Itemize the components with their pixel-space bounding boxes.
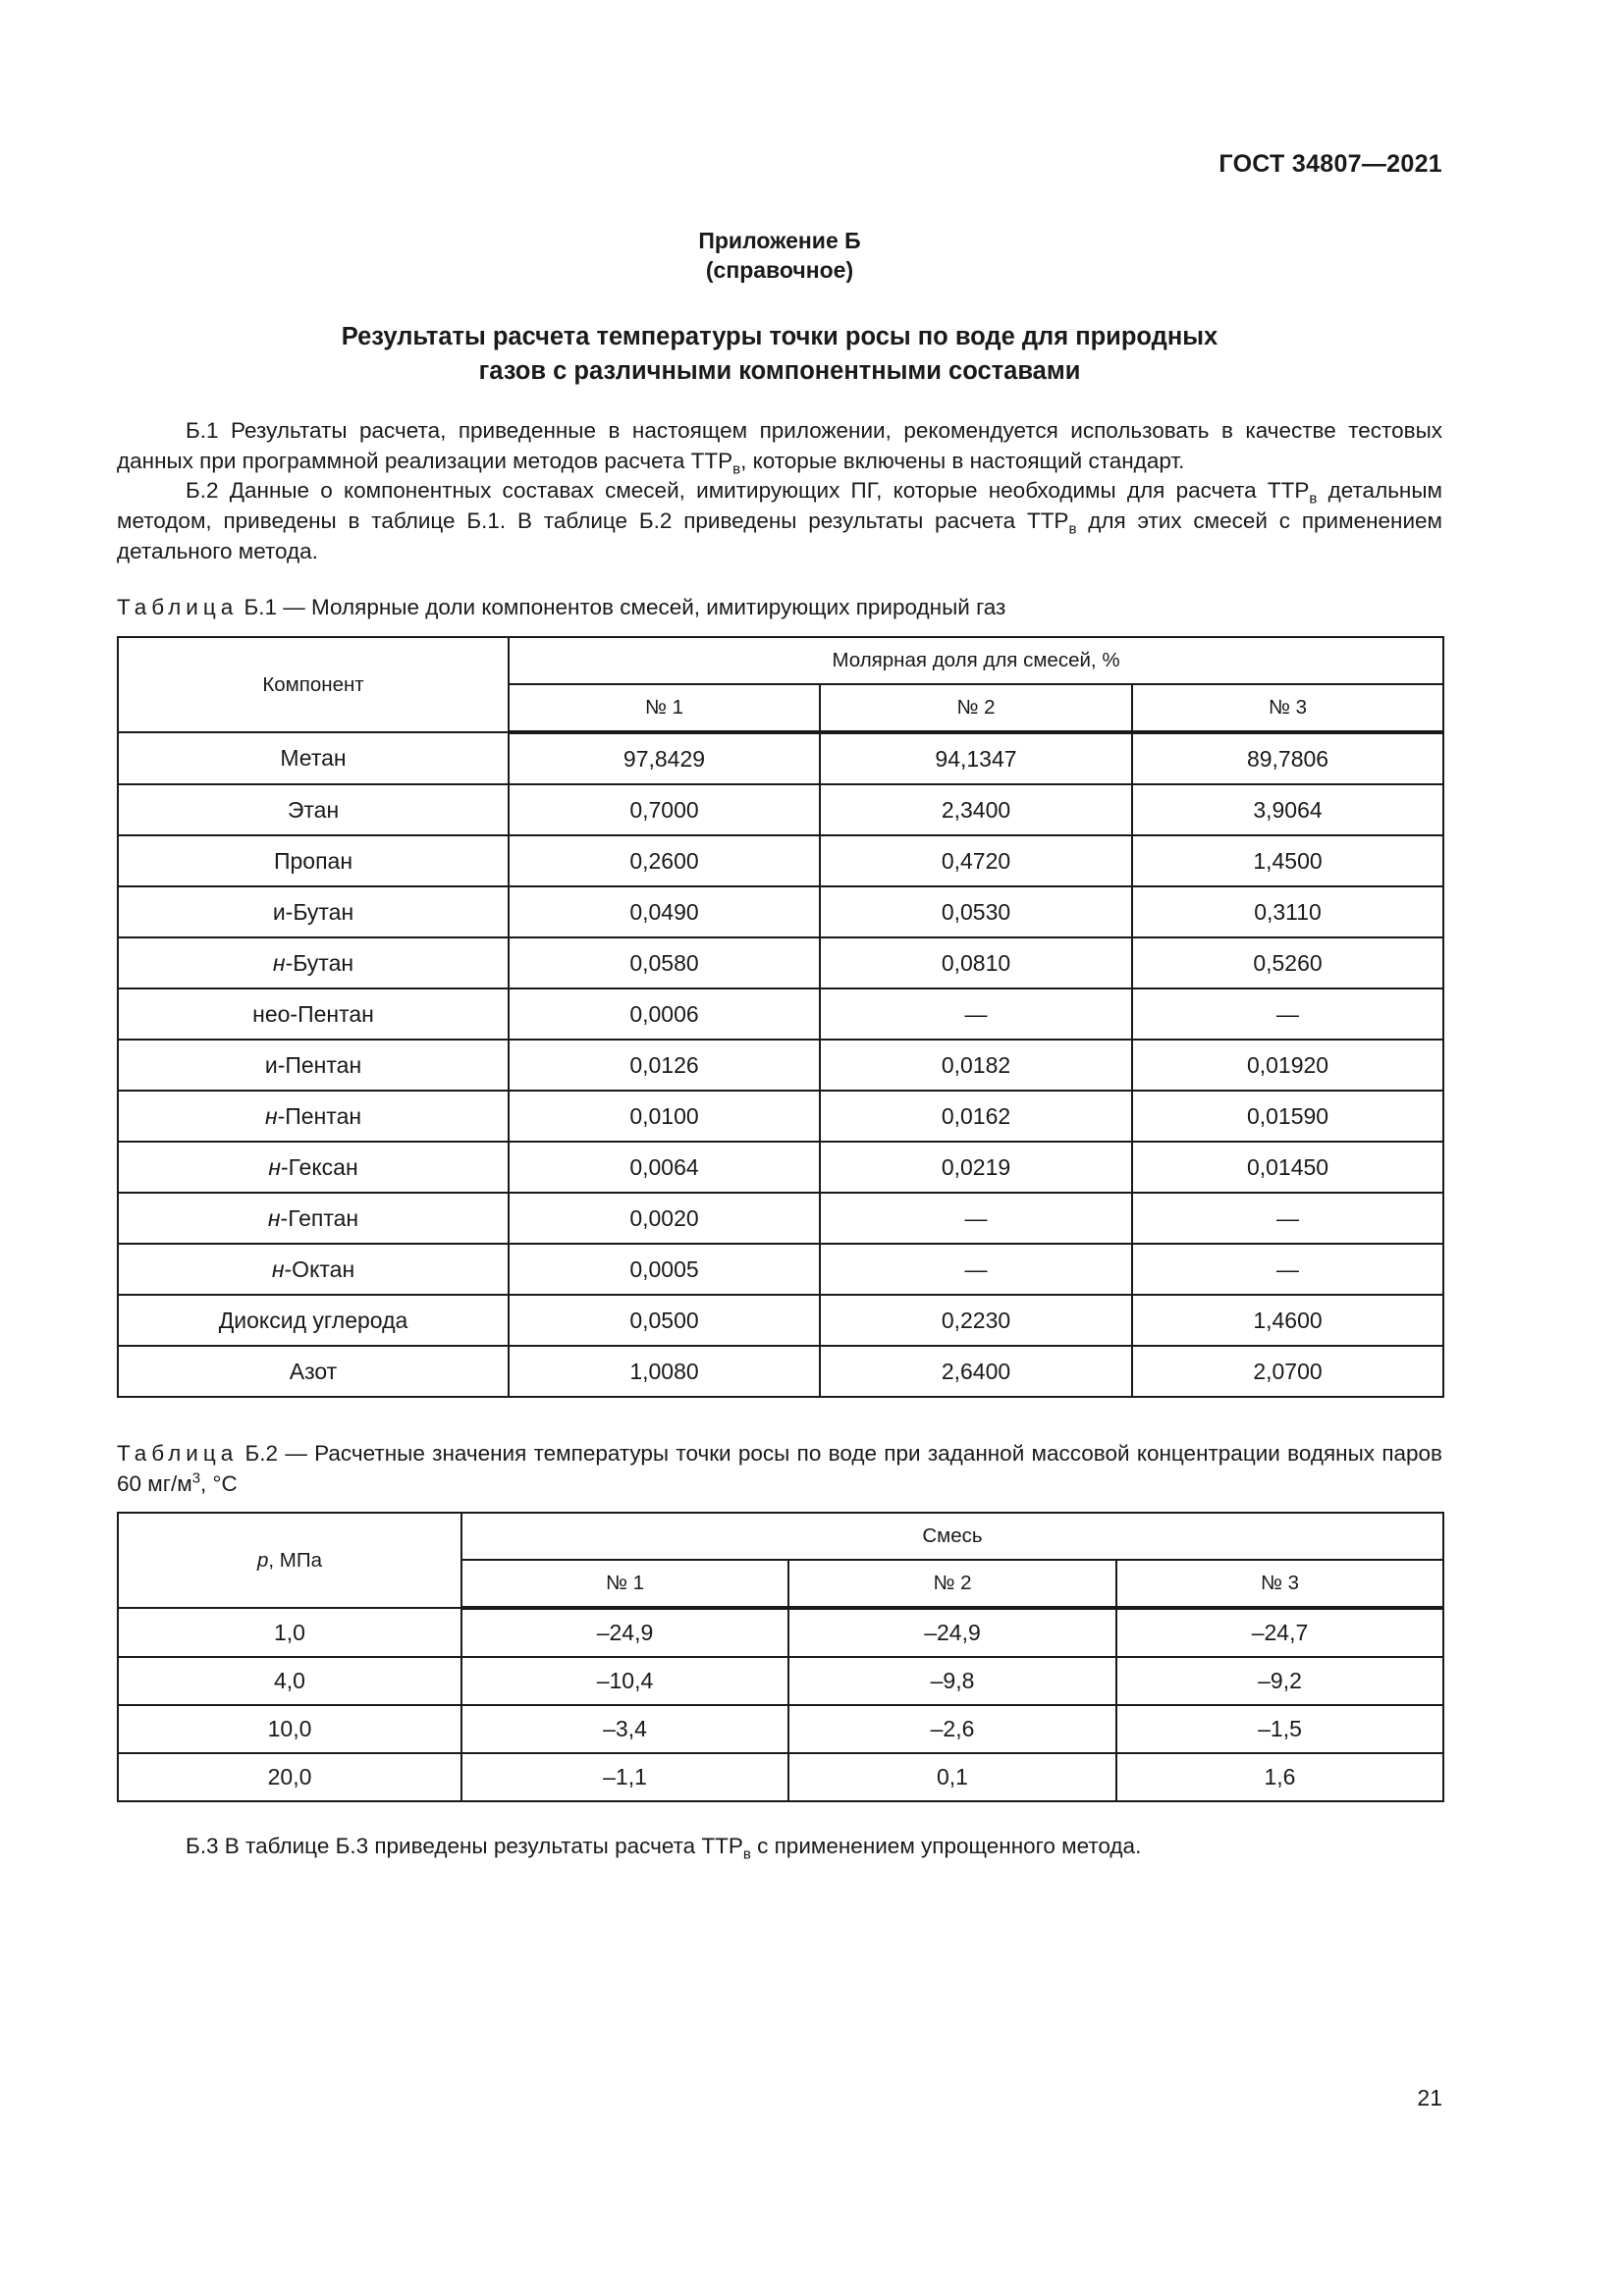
dew-point-cell: –3,4 — [461, 1705, 788, 1753]
molar-fraction-cell: 0,01920 — [1132, 1040, 1443, 1091]
dew-point-cell: 0,1 — [788, 1753, 1116, 1801]
header-component: Компонент — [118, 637, 509, 732]
appendix-title: Приложение Б — [698, 228, 861, 253]
molar-fraction-cell: 0,0162 — [820, 1091, 1132, 1142]
molar-fraction-cell: 3,9064 — [1132, 784, 1443, 835]
table-b1-caption: Таблица Б.1 — Молярные доли компонентов смесей, имитирующих природный газ — [117, 595, 1006, 619]
header-pressure: p, МПа — [118, 1513, 461, 1608]
page-number: 21 — [1417, 2085, 1442, 2110]
paragraph-b3: Б.3 В таблице Б.3 приведены результаты расчета $ТТР_в$ с применением упрощенного метода. — [186, 1834, 1142, 1863]
component-name: и-Бутан — [118, 886, 509, 937]
table-row — [118, 937, 1443, 988]
molar-fraction-cell: 0,01590 — [1132, 1091, 1443, 1142]
table-row — [118, 732, 1443, 784]
molar-fraction-cell: — — [820, 1193, 1132, 1244]
header-mix-2: № 2 — [820, 684, 1132, 732]
molar-fraction-cell: 97,8429 — [509, 732, 820, 784]
molar-fraction-cell: — — [1132, 1244, 1443, 1295]
header-mix-2: № 2 — [788, 1560, 1116, 1608]
molar-fraction-cell: 1,4500 — [1132, 835, 1443, 886]
component-name: н-Гексан — [118, 1142, 509, 1193]
molar-fraction-cell: 2,6400 — [820, 1346, 1132, 1397]
molar-fraction-cell: 0,0810 — [820, 937, 1132, 988]
component-name: Пропан — [118, 835, 509, 886]
document-code: ГОСТ 34807—2021 — [1218, 150, 1442, 178]
table-b2 — [117, 1512, 1444, 1802]
molar-fraction-cell: 0,0580 — [509, 937, 820, 988]
component-name: Азот — [118, 1346, 509, 1397]
pressure-cell: 10,0 — [118, 1705, 461, 1753]
component-name: нео-Пентан — [118, 988, 509, 1040]
table-row — [118, 784, 1443, 835]
table-row — [118, 1346, 1443, 1397]
molar-fraction-cell: 0,0005 — [509, 1244, 820, 1295]
header-mix-1: № 1 — [461, 1560, 788, 1608]
molar-fraction-cell: 0,5260 — [1132, 937, 1443, 988]
molar-fraction-cell: 0,0006 — [509, 988, 820, 1040]
molar-fraction-cell: 0,0530 — [820, 886, 1132, 937]
appendix-heading — [117, 226, 1442, 285]
component-name: Метан — [118, 732, 509, 784]
molar-fraction-cell: 0,0500 — [509, 1295, 820, 1346]
dew-point-cell: –1,1 — [461, 1753, 788, 1801]
table-row — [118, 1193, 1443, 1244]
table-row — [118, 1705, 1443, 1753]
table-row — [118, 988, 1443, 1040]
molar-fraction-cell: — — [820, 988, 1132, 1040]
table-row — [118, 1142, 1443, 1193]
molar-fraction-cell: — — [1132, 1193, 1443, 1244]
table-b2-caption: Таблица Б.2 — Расчетные значения температуры точки росы по воде при заданной массовой концентрации водяных паров 60 $мг/м^3$, °C — [117, 1441, 1442, 1496]
section-title-line-2: газов с различными компонентными составами — [478, 357, 1081, 385]
header-mixture: Смесь — [461, 1513, 1443, 1560]
molar-fraction-cell: 94,1347 — [820, 732, 1132, 784]
molar-fraction-cell: 0,0100 — [509, 1091, 820, 1142]
header-molar-fraction: Молярная доля для смесей, % — [509, 637, 1443, 684]
section-title — [117, 320, 1442, 389]
pressure-cell: 4,0 — [118, 1657, 461, 1705]
component-name: н-Пентан — [118, 1091, 509, 1142]
dew-point-cell: –9,2 — [1116, 1657, 1443, 1705]
molar-fraction-cell: 89,7806 — [1132, 732, 1443, 784]
dew-point-cell: –10,4 — [461, 1657, 788, 1705]
molar-fraction-cell: 0,01450 — [1132, 1142, 1443, 1193]
molar-fraction-cell: — — [820, 1244, 1132, 1295]
molar-fraction-cell: 0,0126 — [509, 1040, 820, 1091]
component-name: н-Октан — [118, 1244, 509, 1295]
paragraph-b1: Б.1 Результаты расчета, приведенные в настоящем приложении, рекомендуется использовать в качестве тестовых данных при программной реализации методов расчета $ТТР_в$, которые включены в настоящий стандарт. — [117, 418, 1442, 478]
paragraph-b2: Б.2 Данные о компонентных составах смесей, имитирующих ПГ, которые необходимы для расчета $ТТР_в$ детальным методом, приведены в таблице Б.1. В таблице Б.2 приведены результаты расчета $ТТР_в$ для этих смесей с применением детального метода. — [117, 478, 1442, 563]
table-row — [118, 835, 1443, 886]
molar-fraction-cell: 1,0080 — [509, 1346, 820, 1397]
table-row — [118, 1753, 1443, 1801]
molar-fraction-cell: 2,3400 — [820, 784, 1132, 835]
table-row — [118, 1244, 1443, 1295]
header-mix-1: № 1 — [509, 684, 820, 732]
molar-fraction-cell: 0,2600 — [509, 835, 820, 886]
molar-fraction-cell: 0,7000 — [509, 784, 820, 835]
dew-point-cell: –1,5 — [1116, 1705, 1443, 1753]
table-row — [118, 886, 1443, 937]
molar-fraction-cell: — — [1132, 988, 1443, 1040]
pressure-cell: 1,0 — [118, 1608, 461, 1657]
dew-point-cell: 1,6 — [1116, 1753, 1443, 1801]
table-row — [118, 1657, 1443, 1705]
molar-fraction-cell: 0,0182 — [820, 1040, 1132, 1091]
component-name: Этан — [118, 784, 509, 835]
header-mix-3: № 3 — [1116, 1560, 1443, 1608]
section-title-line-1: Результаты расчета температуры точки росы по воде для природных — [341, 323, 1218, 350]
table-b1 — [117, 636, 1444, 1398]
header-mix-3: № 3 — [1132, 684, 1443, 732]
table-row — [118, 1091, 1443, 1142]
dew-point-cell: –24,7 — [1116, 1608, 1443, 1657]
pressure-cell: 20,0 — [118, 1753, 461, 1801]
table-row — [118, 1295, 1443, 1346]
molar-fraction-cell: 0,4720 — [820, 835, 1132, 886]
molar-fraction-cell: 0,0219 — [820, 1142, 1132, 1193]
molar-fraction-cell: 2,0700 — [1132, 1346, 1443, 1397]
molar-fraction-cell: 0,0490 — [509, 886, 820, 937]
molar-fraction-cell: 0,0020 — [509, 1193, 820, 1244]
dew-point-cell: –2,6 — [788, 1705, 1116, 1753]
document-page — [117, 0, 1442, 2296]
molar-fraction-cell: 0,0064 — [509, 1142, 820, 1193]
component-name: и-Пентан — [118, 1040, 509, 1091]
component-name: н-Бутан — [118, 937, 509, 988]
table-row — [118, 1040, 1443, 1091]
appendix-type: (справочное) — [705, 257, 854, 283]
dew-point-cell: –24,9 — [788, 1608, 1116, 1657]
molar-fraction-cell: 0,3110 — [1132, 886, 1443, 937]
dew-point-cell: –9,8 — [788, 1657, 1116, 1705]
component-name: н-Гептан — [118, 1193, 509, 1244]
molar-fraction-cell: 0,2230 — [820, 1295, 1132, 1346]
molar-fraction-cell: 1,4600 — [1132, 1295, 1443, 1346]
component-name: Диоксид углерода — [118, 1295, 509, 1346]
table-row — [118, 1608, 1443, 1657]
dew-point-cell: –24,9 — [461, 1608, 788, 1657]
